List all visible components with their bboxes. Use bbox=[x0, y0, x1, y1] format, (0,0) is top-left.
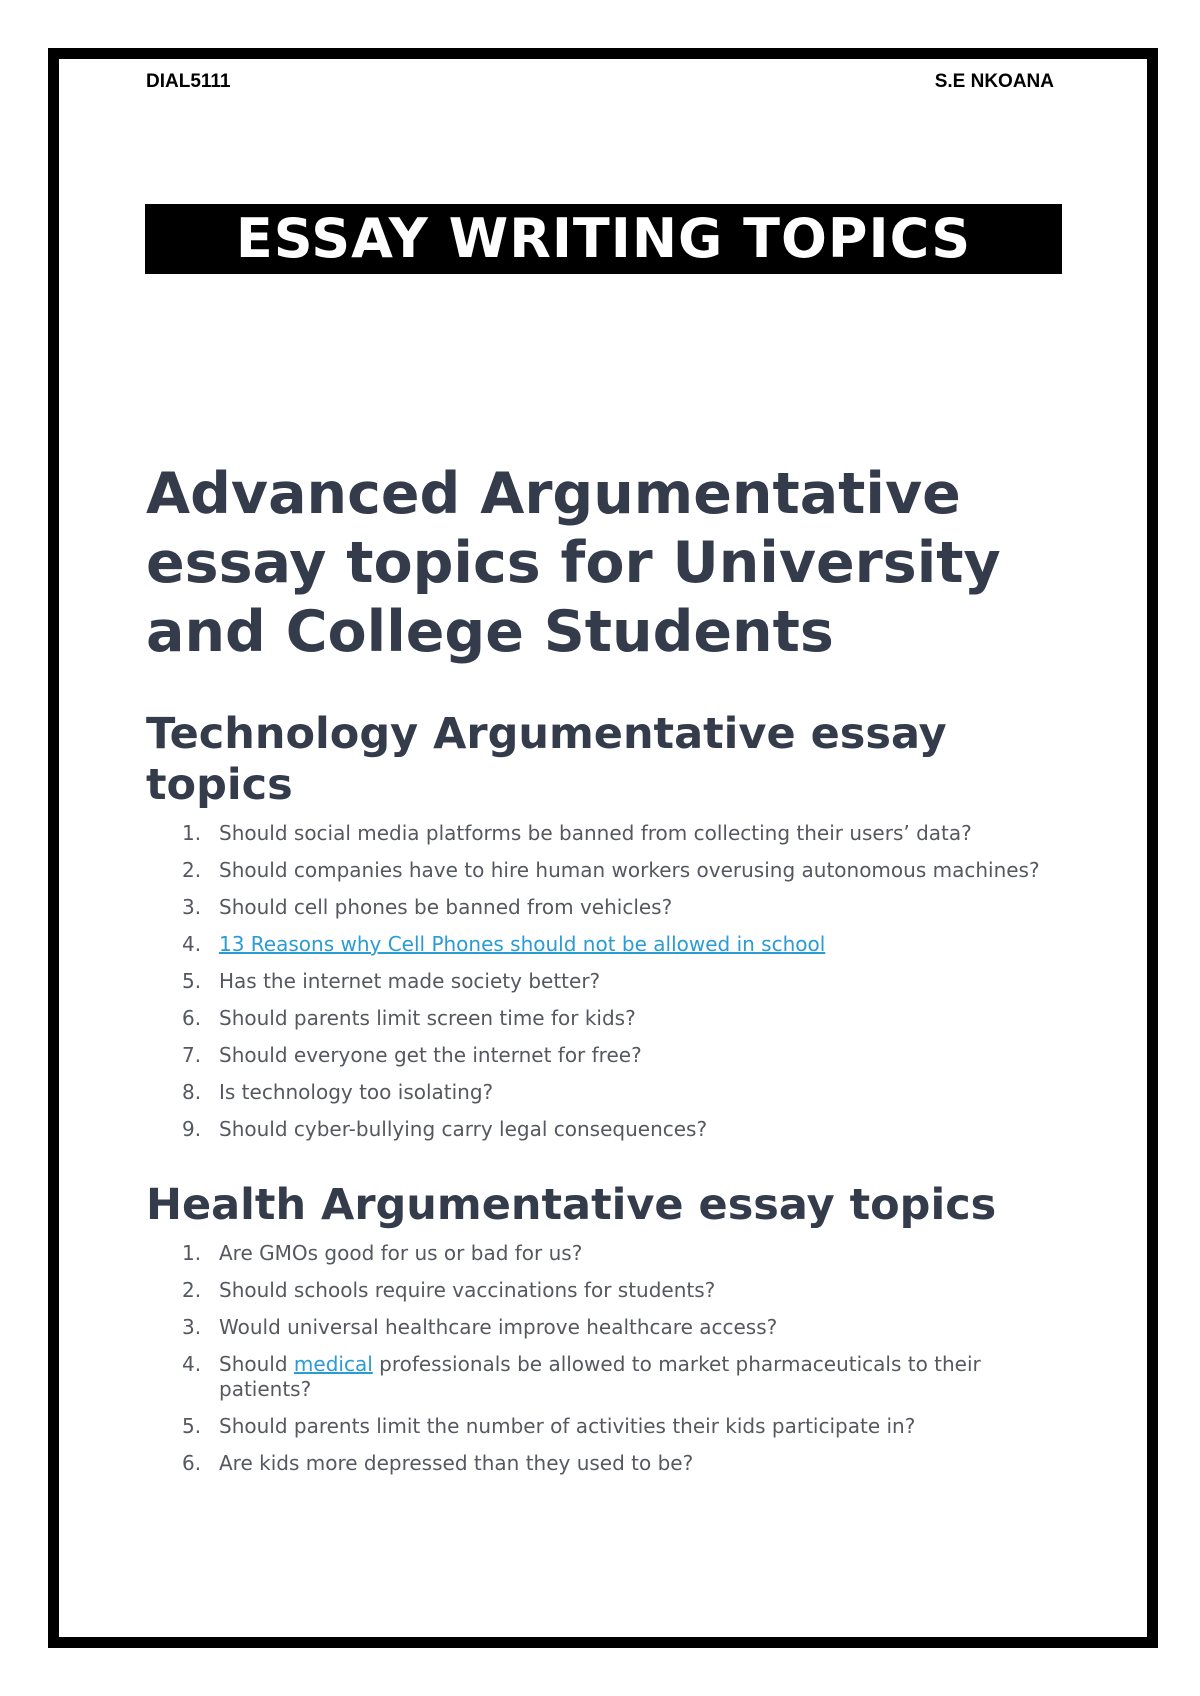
item-text: Should parents limit screen time for kids? bbox=[219, 1006, 636, 1030]
item-text: Are kids more depressed than they used to be? bbox=[219, 1451, 694, 1475]
item-number: 1. bbox=[182, 1241, 202, 1265]
item-number: 3. bbox=[182, 1315, 202, 1339]
item-text: Are GMOs good for us or bad for us? bbox=[219, 1241, 583, 1265]
item-number: 6. bbox=[182, 1006, 202, 1030]
list-item bbox=[146, 895, 1066, 920]
item-text: Is technology too isolating? bbox=[219, 1080, 494, 1104]
item-number: 4. bbox=[182, 932, 202, 956]
list-item bbox=[146, 1278, 1066, 1303]
list-item bbox=[146, 969, 1066, 994]
list-item bbox=[146, 932, 1066, 957]
item-text: Should schools require vaccinations for students? bbox=[219, 1278, 716, 1302]
item-text: Should everyone get the internet for free? bbox=[219, 1043, 642, 1067]
item-text: Would universal healthcare improve healthcare access? bbox=[219, 1315, 778, 1339]
list-item bbox=[146, 1080, 1066, 1105]
item-number: 2. bbox=[182, 1278, 202, 1302]
list-item bbox=[146, 1241, 1066, 1266]
item-number: 9. bbox=[182, 1117, 202, 1141]
item-number: 6. bbox=[182, 1451, 202, 1475]
course-code: DIAL5111 bbox=[146, 71, 231, 92]
item-number: 8. bbox=[182, 1080, 202, 1104]
item-text: Has the internet made society better? bbox=[219, 969, 601, 993]
list-item bbox=[146, 1006, 1066, 1031]
item-text: Should cyber-bullying carry legal consequences? bbox=[219, 1117, 708, 1141]
list-item bbox=[146, 821, 1066, 846]
item-text: Should social media platforms be banned from collecting their users’ data? bbox=[219, 821, 972, 845]
item-number: 5. bbox=[182, 969, 202, 993]
item-number: 7. bbox=[182, 1043, 202, 1067]
item-number: 1. bbox=[182, 821, 202, 845]
cell-phones-link[interactable]: 13 Reasons why Cell Phones should not be allowed in school bbox=[219, 932, 826, 956]
list-item bbox=[146, 1352, 1066, 1402]
item-text-after: professionals be allowed to market pharmaceuticals to their patients? bbox=[219, 1352, 988, 1401]
title-banner: ESSAY WRITING TOPICS bbox=[145, 204, 1062, 274]
item-number: 2. bbox=[182, 858, 202, 882]
list-item bbox=[146, 858, 1066, 883]
item-text: Should companies have to hire human workers overusing autonomous machines? bbox=[219, 858, 1040, 882]
item-text-before: Should bbox=[219, 1352, 294, 1376]
technology-heading: Technology Argumentative essay topics bbox=[146, 709, 947, 810]
health-topic-list bbox=[146, 1241, 1066, 1476]
item-number: 3. bbox=[182, 895, 202, 919]
medical-link[interactable]: medical bbox=[293, 1352, 373, 1376]
item-text: Should cell phones be banned from vehicles? bbox=[219, 895, 673, 919]
list-item bbox=[146, 1315, 1066, 1340]
item-number: 4. bbox=[182, 1352, 202, 1376]
health-heading: Health Argumentative essay topics bbox=[146, 1180, 997, 1230]
item-number: 5. bbox=[182, 1414, 202, 1438]
document-body bbox=[146, 460, 1066, 1488]
list-item bbox=[146, 1451, 1066, 1476]
technology-topic-list bbox=[146, 821, 1066, 1142]
list-item bbox=[146, 1043, 1066, 1068]
author-name: S.E NKOANA bbox=[934, 71, 1054, 92]
list-item bbox=[146, 1117, 1066, 1142]
list-item bbox=[146, 1414, 1066, 1439]
item-text: Should parents limit the number of activities their kids participate in? bbox=[219, 1414, 916, 1438]
main-heading: Advanced Argumentative essay topics for University and College Students bbox=[146, 461, 1001, 665]
